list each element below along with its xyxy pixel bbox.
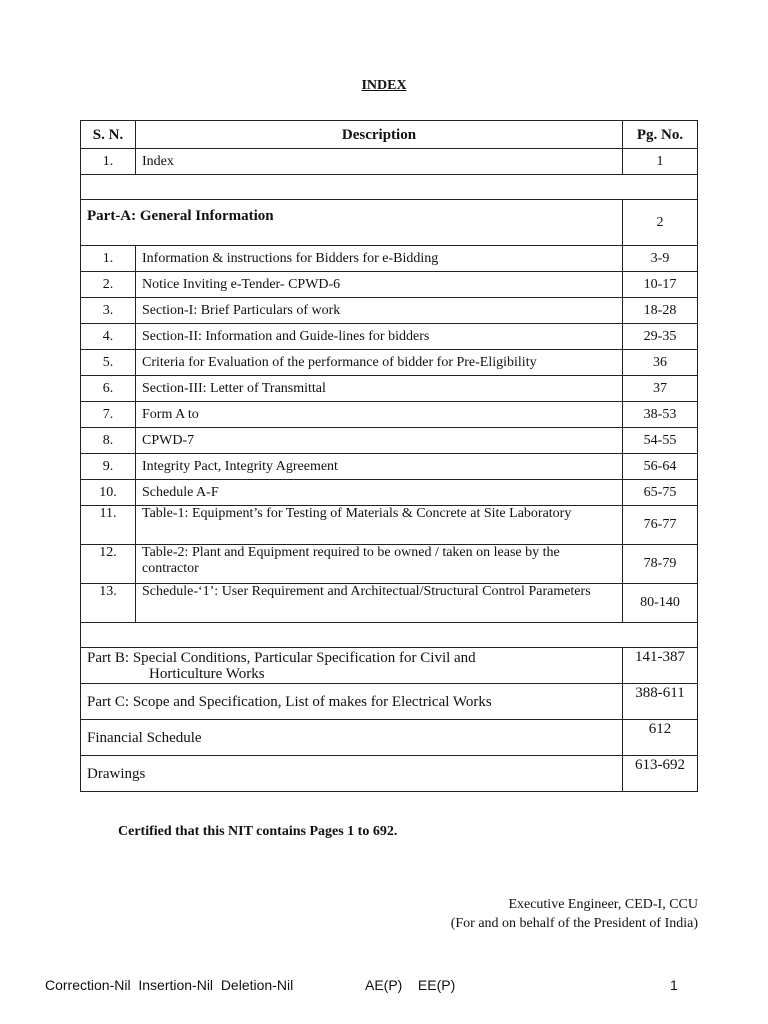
- index-table: [80, 120, 698, 792]
- table-row: [81, 149, 698, 175]
- part-c-page: 388-611: [623, 684, 698, 720]
- row-description: Integrity Pact, Integrity Agreement: [136, 454, 623, 480]
- table-row: [81, 454, 698, 480]
- part-c-description: Part C: Scope and Specification, List of makes for Electrical Works: [81, 684, 623, 720]
- signature-block: [451, 895, 698, 933]
- part-a-row: [81, 200, 698, 246]
- row-sn: 7.: [81, 402, 136, 428]
- table-row: [81, 480, 698, 506]
- table-row: [81, 324, 698, 350]
- row-description: Index: [136, 149, 623, 175]
- row-description: Information & instructions for Bidders for e-Bidding: [136, 246, 623, 272]
- header-page: Pg. No.: [623, 121, 698, 149]
- row-sn: 13.: [81, 584, 136, 623]
- row-page: 1: [623, 149, 698, 175]
- row-page: 37: [623, 376, 698, 402]
- page-number: 1: [670, 977, 678, 993]
- blank-row: [81, 175, 698, 200]
- financial-description: Financial Schedule: [81, 720, 623, 756]
- part-b-description: [81, 648, 623, 684]
- drawings-description: Drawings: [81, 756, 623, 792]
- drawings-row: [81, 756, 698, 792]
- row-sn: 10.: [81, 480, 136, 506]
- table-row: [81, 246, 698, 272]
- row-page: 54-55: [623, 428, 698, 454]
- row-page: 65-75: [623, 480, 698, 506]
- row-page: 78-79: [623, 545, 698, 584]
- row-description: Schedule-‘1’: User Requirement and Architectual/Structural Control Parameters: [136, 584, 623, 623]
- financial-page: 612: [623, 720, 698, 756]
- row-description: Form A to: [136, 402, 623, 428]
- part-b-page: 141-387: [623, 648, 698, 684]
- row-sn: 2.: [81, 272, 136, 298]
- row-page: 36: [623, 350, 698, 376]
- header-description: Description: [136, 121, 623, 149]
- row-sn: 1.: [81, 149, 136, 175]
- table-row: [81, 350, 698, 376]
- row-description: Schedule A-F: [136, 480, 623, 506]
- row-description: Notice Inviting e-Tender- CPWD-6: [136, 272, 623, 298]
- row-page: 18-28: [623, 298, 698, 324]
- part-b-line2: Horticulture Works: [149, 665, 265, 682]
- blank-row: [81, 623, 698, 648]
- table-row: [81, 298, 698, 324]
- part-b-line1: Part B: Special Conditions, Particular Specification for Civil and: [87, 649, 476, 666]
- header-sn: S. N.: [81, 121, 136, 149]
- row-description: Section-II: Information and Guide-lines for bidders: [136, 324, 623, 350]
- row-description: CPWD-7: [136, 428, 623, 454]
- row-page: 10-17: [623, 272, 698, 298]
- row-page: 76-77: [623, 506, 698, 545]
- row-description: Table-1: Equipment’s for Testing of Materials & Concrete at Site Laboratory: [136, 506, 623, 545]
- row-sn: 8.: [81, 428, 136, 454]
- document-title: INDEX: [361, 78, 407, 93]
- row-description: Criteria for Evaluation of the performance of bidder for Pre-Eligibility: [136, 350, 623, 376]
- financial-row: [81, 720, 698, 756]
- footer-approvals: AE(P) EE(P): [365, 977, 456, 993]
- row-sn: 5.: [81, 350, 136, 376]
- row-sn: 4.: [81, 324, 136, 350]
- signatory-behalf: (For and on behalf of the President of India): [450, 916, 698, 931]
- part-c-row: [81, 684, 698, 720]
- row-sn: 12.: [81, 545, 136, 584]
- table-row: [81, 506, 698, 545]
- signatory-title: Executive Engineer, CED-I, CCU: [508, 897, 698, 912]
- row-sn: 11.: [81, 506, 136, 545]
- row-description: Section-III: Letter of Transmittal: [136, 376, 623, 402]
- table-row: [81, 272, 698, 298]
- table-row: [81, 545, 698, 584]
- row-page: 29-35: [623, 324, 698, 350]
- table-row: [81, 376, 698, 402]
- table-header-row: [81, 121, 698, 149]
- row-sn: 3.: [81, 298, 136, 324]
- part-b-row: [81, 648, 698, 684]
- row-page: 56-64: [623, 454, 698, 480]
- row-page: 80-140: [623, 584, 698, 623]
- row-page: 3-9: [623, 246, 698, 272]
- row-page: 38-53: [623, 402, 698, 428]
- table-row: [81, 428, 698, 454]
- table-row: [81, 584, 698, 623]
- footer-corrections: Correction-Nil Insertion-Nil Deletion-Nil: [45, 977, 294, 993]
- row-sn: 1.: [81, 246, 136, 272]
- table-row: [81, 402, 698, 428]
- part-a-title: Part-A: General Information: [81, 200, 623, 246]
- row-description: Table-2: Plant and Equipment required to be owned / taken on lease by the contractor: [136, 545, 623, 584]
- drawings-page: 613-692: [623, 756, 698, 792]
- certification-text: Certified that this NIT contains Pages 1 to 692.: [118, 824, 398, 839]
- part-a-page: 2: [623, 200, 698, 246]
- row-description: Section-I: Brief Particulars of work: [136, 298, 623, 324]
- row-sn: 9.: [81, 454, 136, 480]
- row-sn: 6.: [81, 376, 136, 402]
